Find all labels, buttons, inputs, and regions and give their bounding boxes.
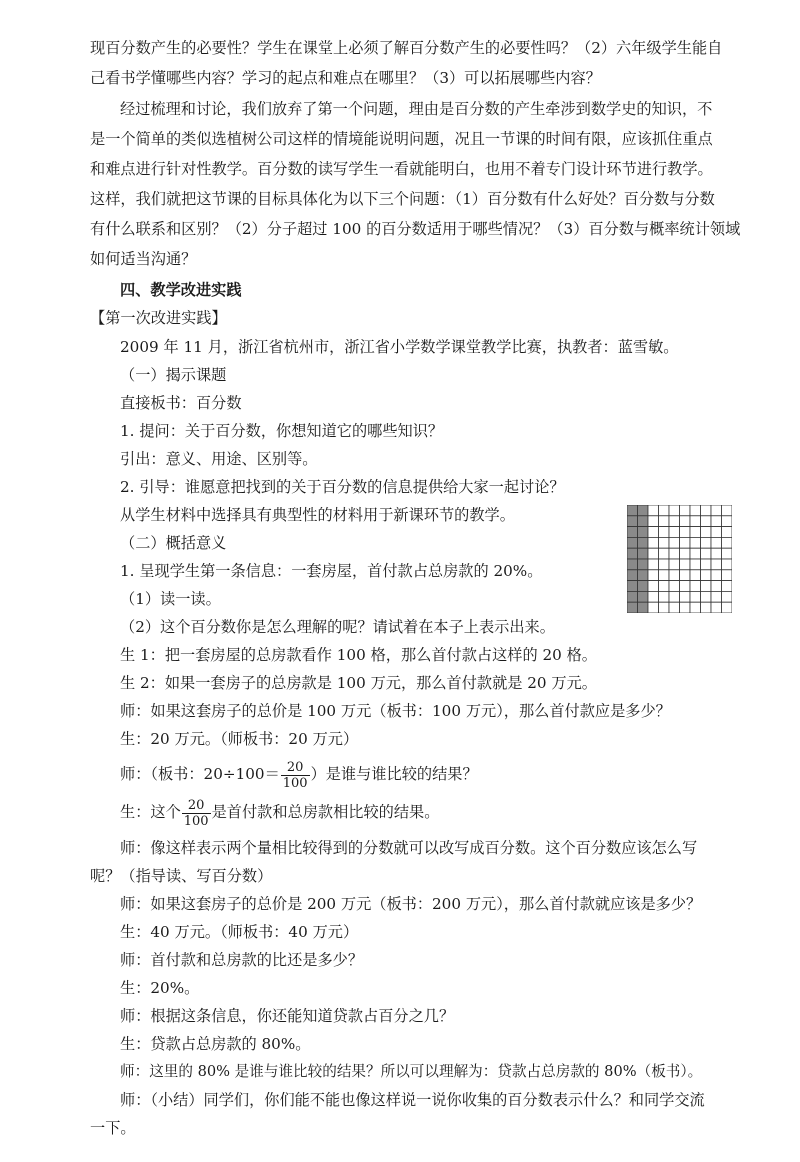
- item-line: 2. 引导：谁愿意把找到的关于百分数的信息提供给大家一起讨论？: [120, 478, 565, 496]
- board-line: 直接板书：百分数: [120, 394, 242, 412]
- grid-cell: [680, 570, 691, 581]
- grid-cell: [648, 559, 659, 570]
- grid-cell: [680, 602, 691, 613]
- grid-cell-shaded: [638, 516, 649, 527]
- grid-cell: [659, 602, 670, 613]
- grid-cell: [722, 591, 733, 602]
- grid-cell-shaded: [638, 559, 649, 570]
- hundred-grid-figure: [627, 505, 732, 613]
- grid-cell: [648, 602, 659, 613]
- dialogue-line: 生：20%。: [120, 979, 200, 997]
- dialogue-line: 生 1：把一套房屋的总房款看作 100 格，那么首付款占这样的 20 格。: [120, 646, 597, 664]
- grid-cell: [701, 559, 712, 570]
- dialogue-line: 生：40 万元。（师板书：40 万元）: [120, 923, 359, 941]
- dialogue-line-fraction: [120, 756, 478, 792]
- grid-cell: [711, 527, 722, 538]
- grid-cell: [701, 527, 712, 538]
- dialogue-line: 生 2：如果一套房子的总房款是 100 万元，那么首付款就是 20 万元。: [120, 674, 597, 692]
- fraction: [281, 760, 310, 791]
- grid-cell-shaded: [638, 527, 649, 538]
- grid-cell-shaded: [627, 602, 638, 613]
- grid-cell: [680, 591, 691, 602]
- item-line: 从学生材料中选择具有典型性的材料用于新课环节的教学。: [120, 506, 515, 524]
- item-line: 1. 呈现学生第一条信息：一套房屋，首付款占总房款的 20%。: [120, 562, 543, 580]
- grid-cell: [648, 570, 659, 581]
- grid-cell: [648, 548, 659, 559]
- dialogue-line: 生：贷款占总房款的 80%。: [120, 1035, 311, 1053]
- grid-cell: [648, 591, 659, 602]
- grid-cell: [701, 591, 712, 602]
- dialogue-text: ）是谁与谁比较的结果？: [310, 765, 478, 783]
- grid-cell: [680, 516, 691, 527]
- grid-cell-shaded: [627, 570, 638, 581]
- grid-cell: [669, 527, 680, 538]
- paragraph-line: 现百分数产生的必要性？学生在课堂上必须了解百分数产生的必要性吗？（2）六年级学生能自: [90, 39, 723, 57]
- grid-cell-shaded: [627, 548, 638, 559]
- paragraph-line: 是一个简单的类似选植树公司这样的情境能说明问题，况且一节课的时间有限，应该抓住重点: [90, 130, 713, 148]
- grid-cell: [711, 591, 722, 602]
- grid-cell: [669, 591, 680, 602]
- dialogue-line: 师：如果这套房子的总价是 200 万元（板书：200 万元），那么首付款就应该是多少？: [120, 895, 702, 913]
- grid-cell: [722, 548, 733, 559]
- grid-cell: [659, 581, 670, 592]
- grid-cell: [659, 559, 670, 570]
- paragraph-line: 经过梳理和讨论，我们放弃了第一个问题，理由是百分数的产生牵涉到数学史的知识，不: [120, 100, 713, 118]
- section-heading: 四、教学改进实践: [120, 281, 242, 299]
- grid-cell: [659, 505, 670, 516]
- grid-cell: [659, 548, 670, 559]
- grid-cell: [669, 570, 680, 581]
- part-title: （二）概括意义: [120, 534, 227, 552]
- grid-cell: [690, 559, 701, 570]
- grid-cell: [690, 537, 701, 548]
- subsection-title: 【第一次改进实践】: [90, 309, 227, 327]
- grid-cell: [722, 602, 733, 613]
- grid-cell: [659, 591, 670, 602]
- grid-cell: [659, 537, 670, 548]
- fraction-denominator: 100: [183, 813, 209, 829]
- grid-cell: [711, 570, 722, 581]
- grid-cell: [680, 581, 691, 592]
- grid-cell: [701, 537, 712, 548]
- grid-cell: [690, 548, 701, 559]
- intro-line: 2009 年 11 月，浙江省杭州市，浙江省小学数学课堂教学比赛，执教者：蓝雪敏。: [120, 338, 679, 356]
- grid-cell: [701, 570, 712, 581]
- item-line: （1）读一读。: [120, 590, 221, 608]
- fraction-numerator: 20: [286, 759, 304, 775]
- grid-cell: [648, 516, 659, 527]
- grid-cell-shaded: [638, 505, 649, 516]
- grid-cell-shaded: [638, 591, 649, 602]
- grid-cell: [690, 570, 701, 581]
- grid-cell-shaded: [638, 570, 649, 581]
- dialogue-line: 师：这里的 80% 是谁与谁比较的结果？所以可以理解为：贷款占总房款的 80%（板书）。: [120, 1063, 703, 1080]
- grid-cell: [669, 505, 680, 516]
- grid-cell-shaded: [627, 516, 638, 527]
- dialogue-line: 师：（小结）同学们，你们能不能也像这样说一说你收集的百分数表示什么？和同学交流: [120, 1091, 705, 1109]
- grid-cell: [669, 581, 680, 592]
- part-title: （一）揭示课题: [120, 366, 227, 384]
- dialogue-text: 师：（板书：20÷100＝: [120, 765, 280, 783]
- paragraph-line: 如何适当沟通？: [90, 250, 197, 268]
- paragraph-line: 这样，我们就把这节课的目标具体化为以下三个问题：（1）百分数有什么好处？百分数与分数: [90, 190, 715, 208]
- grid-cell: [711, 559, 722, 570]
- fraction-denominator: 100: [282, 775, 308, 791]
- grid-cell: [659, 516, 670, 527]
- item-line: 引出：意义、用途、区别等。: [120, 450, 318, 468]
- grid-cell: [722, 559, 733, 570]
- grid-cell: [680, 559, 691, 570]
- grid-cell: [711, 581, 722, 592]
- paragraph-line: 己看书学懂哪些内容？学习的起点和难点在哪里？（3）可以拓展哪些内容？: [90, 69, 601, 87]
- dialogue-line: 呢？（指导读、写百分数）: [90, 867, 273, 885]
- grid-cell: [722, 516, 733, 527]
- grid-cell-shaded: [638, 537, 649, 548]
- item-line: （2）这个百分数你是怎么理解的呢？请试着在本子上表示出来。: [120, 618, 555, 636]
- grid-cell-shaded: [627, 591, 638, 602]
- grid-cell: [690, 516, 701, 527]
- grid-cell: [690, 505, 701, 516]
- grid-cell: [722, 581, 733, 592]
- grid-cell: [711, 537, 722, 548]
- dialogue-line: 师：如果这套房子的总价是 100 万元（板书：100 万元），那么首付款应是多少？: [120, 702, 671, 720]
- grid-cell: [711, 505, 722, 516]
- grid-cell: [648, 581, 659, 592]
- fraction: [182, 798, 211, 829]
- grid-cell: [669, 537, 680, 548]
- grid-cell-shaded: [638, 602, 649, 613]
- grid-cell: [722, 505, 733, 516]
- dialogue-line: 生：20 万元。（师板书：20 万元）: [120, 730, 359, 748]
- grid-cell: [690, 602, 701, 613]
- grid-cell: [680, 537, 691, 548]
- grid-cell: [711, 516, 722, 527]
- grid-cell: [711, 602, 722, 613]
- grid-cell: [680, 505, 691, 516]
- dialogue-text: 是首付款和总房款相比较的结果。: [211, 803, 440, 821]
- dialogue-line: 师：首付款和总房款的比还是多少？: [120, 951, 363, 969]
- grid-cell: [690, 581, 701, 592]
- grid-cell-shaded: [627, 581, 638, 592]
- grid-cell: [669, 602, 680, 613]
- grid-cell: [648, 505, 659, 516]
- grid-cell: [701, 516, 712, 527]
- grid-cell: [680, 527, 691, 538]
- grid-cell-shaded: [627, 505, 638, 516]
- grid-cell: [690, 527, 701, 538]
- grid-cell: [669, 516, 680, 527]
- grid-cell: [701, 581, 712, 592]
- grid-cell-shaded: [627, 537, 638, 548]
- grid-cell: [690, 591, 701, 602]
- grid-cell: [659, 527, 670, 538]
- grid-cell: [669, 548, 680, 559]
- item-line: 1. 提问：关于百分数，你想知道它的哪些知识？: [120, 422, 444, 440]
- fraction-numerator: 20: [187, 797, 205, 813]
- grid-cell: [722, 570, 733, 581]
- grid-cell: [701, 505, 712, 516]
- grid-cell: [680, 548, 691, 559]
- grid-cell: [669, 559, 680, 570]
- dialogue-text: 生：这个: [120, 803, 181, 821]
- grid-cell-shaded: [638, 548, 649, 559]
- dialogue-line: 一下。: [90, 1119, 136, 1137]
- grid-cell-shaded: [627, 559, 638, 570]
- grid-cell-shaded: [638, 581, 649, 592]
- grid-cell: [701, 548, 712, 559]
- grid-cell: [701, 602, 712, 613]
- paragraph-line: 和难点进行针对性教学。百分数的读写学生一看就能明白，也用不着专门设计环节进行教学。: [90, 160, 713, 178]
- grid-cell: [659, 570, 670, 581]
- dialogue-line-fraction: [120, 794, 439, 830]
- dialogue-line: 师：像这样表示两个量相比较得到的分数就可以改写成百分数。这个百分数应该怎么写: [120, 839, 698, 857]
- dialogue-line: 师：根据这条信息，你还能知道贷款占百分之几？: [120, 1007, 455, 1025]
- grid-cell-shaded: [627, 527, 638, 538]
- paragraph-line: 有什么联系和区别？（2）分子超过 100 的百分数适用于哪些情况？（3）百分数与概率统计领域: [90, 220, 741, 238]
- grid-cell: [648, 527, 659, 538]
- grid-cell: [722, 527, 733, 538]
- grid-cell: [711, 548, 722, 559]
- grid-cell: [722, 537, 733, 548]
- grid-cell: [648, 537, 659, 548]
